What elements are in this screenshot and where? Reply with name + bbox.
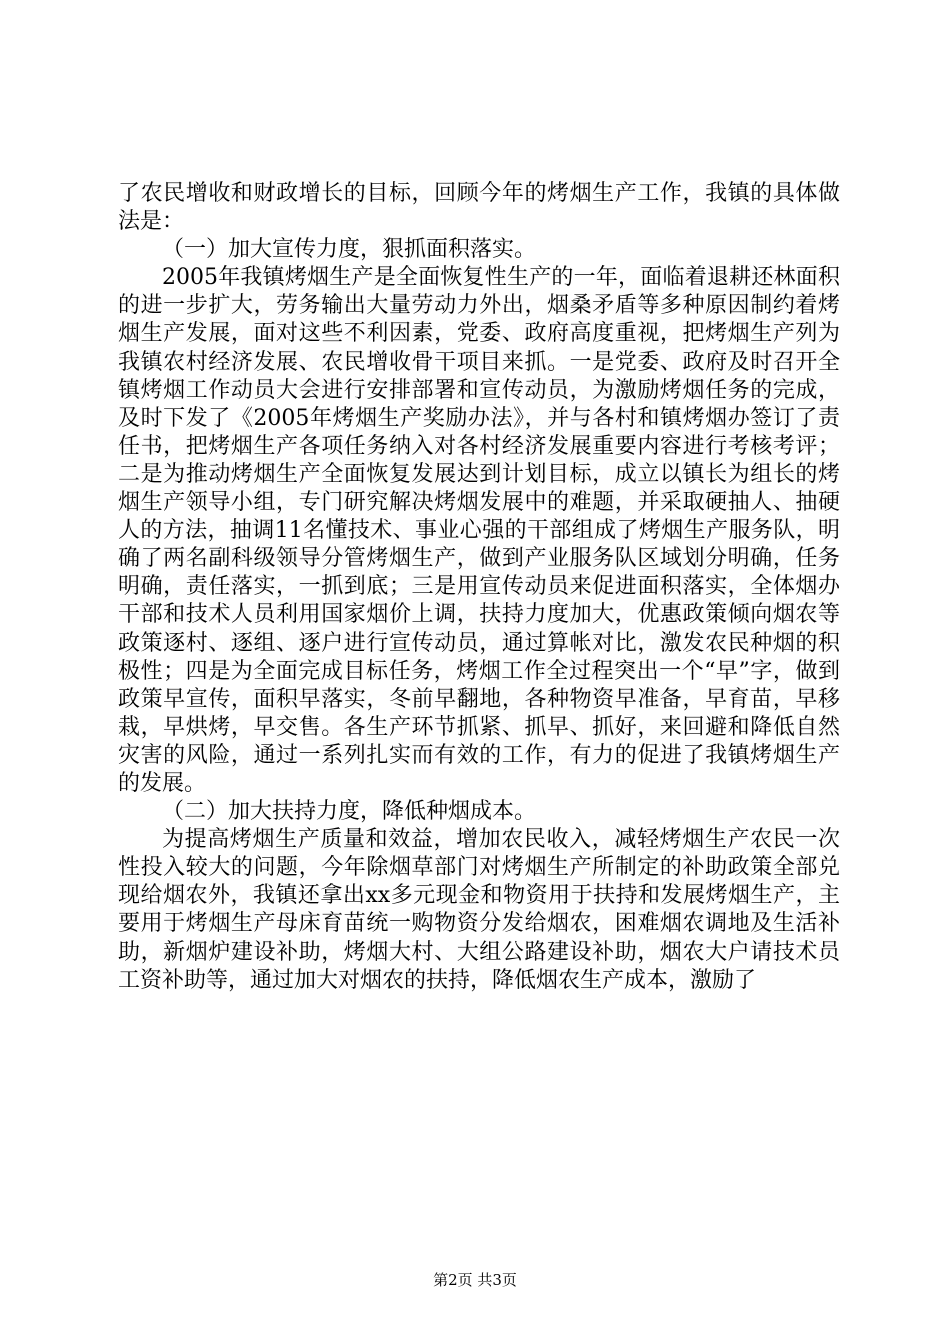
section-heading-1: （一）加大宣传力度，狠抓面积落实。 [162, 237, 537, 263]
document-body [118, 180, 840, 995]
paragraph-section-2: 为提高烤烟生产质量和效益，增加农民收入，减轻烤烟生产农民一次性投入较大的问题，今年除烟草部门对烤烟生产所制定的补助政策全部兑现给烟农外，我镇还拿出xx多元现金和物资用于扶持和发展烤烟生产，主要用于烤烟生产母床育苗统一购物资分发给烟农，困难烟农调地及生活补助，新烟炉建设补助，烤烟大村、大组公路建设补助，烟农大户请技术员工资补助等，通过加大对烟农的扶持，降低烟农生产成本，激励了 [118, 827, 840, 993]
section-heading-2: （二）加大扶持力度，降低种烟成本。 [162, 799, 537, 825]
page-footer: 第2页 共3页 [433, 1271, 517, 1289]
paragraph-continuation: 了农民增收和财政增长的目标，回顾今年的烤烟生产工作，我镇的具体做法是： [118, 181, 840, 235]
paragraph-section-1: 2005年我镇烤烟生产是全面恢复性生产的一年，面临着退耕还林面积的进一步扩大，劳务输出大量劳动力外出，烟桑矛盾等多种原因制约着烤烟生产发展，面对这些不利因素，党委、政府高度重视，把烤烟生产列为我镇农村经济发展、农民增收骨干项目来抓。一是党委、政府及时召开全镇烤烟工作动员大会进行安排部署和宣传动员，为激励烤烟任务的完成，及时下发了《2005年烤烟生产奖励办法》，并与各村和镇烤烟办签订了责任书，把烤烟生产各项任务纳入对各村经济发展重要内容进行考核考评；二是为推动烤烟生产全面恢复发展达到计划目标，成立以镇长为组长的烤烟生产领导小组，专门研究解决烤烟发展中的难题，并采取硬抽人、抽硬人的方法，抽调11名懂技术、事业心强的干部组成了烤烟生产服务队，明确了两名副科级领导分管烤烟生产，做到产业服务队区域划分明确，任务明确，责任落实，一抓到底；三是用宣传动员来促进面积落实，全体烟办干部和技术人员利用国家烟价上调，扶持力度加大，优惠政策倾向烟农等政策逐村、逐组、逐户进行宣传动员，通过算帐对比，激发农民种烟的积极性；四是为全面完成目标任务，烤烟工作全过程突出一个“早”字，做到政策早宣传，面积早落实，冬前早翻地，各种物资早准备，早育苗，早移栽，早烘烤，早交售。各生产环节抓紧、抓早、抓好，来回避和降低自然灾害的风险，通过一系列扎实而有效的工作，有力的促进了我镇烤烟生产的发展。 [118, 265, 840, 796]
